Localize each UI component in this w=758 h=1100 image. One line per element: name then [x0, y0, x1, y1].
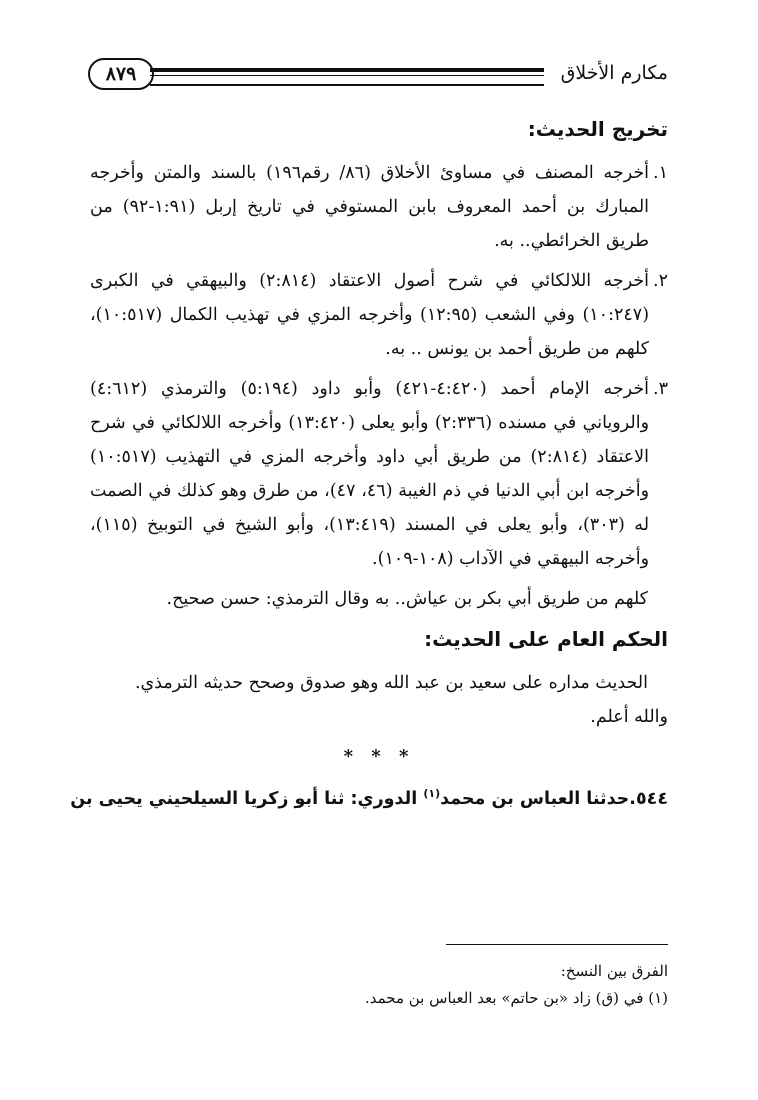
takhrij-item-2 [90, 264, 668, 366]
footnotes [90, 958, 668, 1012]
page-number: ٨٧٩ [88, 58, 154, 90]
footnote-1: (١) في (ق) زاد «بن حاتم» بعد العباس بن محمد. [364, 989, 668, 1007]
takhrij-heading: تخريج الحديث: [527, 117, 668, 141]
page-header [88, 58, 668, 98]
item-text: أخرجه اللالكائي في شرح أصول الاعتقاد (٢:٨١٤) والبيهقي في الكبرى (١٠:٢٤٧) وفي الشعب (١٢:٩٥) وأخرجه المزي في تهذيب الكمال (١٠:٥١٧)، كلهم من طريق أحمد بن يونس .. به. [90, 271, 650, 359]
item-number: ٣. [653, 379, 668, 399]
item-text: أخرجه المصنف في مساوئ الأخلاق (٨٦/ رقم١٩٦) بالسند والمتن وأخرجه المبارك بن أحمد المعروف بابن المستوفي في تاريخ إربل (١:٩١-٩٢) من طريق الخرائطي.. به. [90, 163, 650, 251]
hadith-number: ٥٤٤. [629, 788, 668, 809]
item-text: أخرجه الإمام أحمد (٤:٤٢٠-٤٢١) وأبو داود (٥:١٩٤) والترمذي (٤:٦١٢) والروياني في مسنده (٢:٣٣٦) وأبو يعلى (١٣:٤٢٠) وأخرجه اللالكائي في شرح الاعتقاد (٢:٨١٤) من طريق أبي داود وأخرجه المزي في التهذيب (١٠:٥١٧) وأخرجه ابن أبي الدنيا في ذم الغيبة (٤٦، ٤٧)، من طرق وهو كذلك في الصمت له (٣٠٣)، وأبو يعلى في المسند (١٣:٤١٩)، وأبو الشيخ في التوبيخ (١١٥)، وأخرجه البيهقي في الآداب (١٠٨-١٠٩). [90, 379, 650, 569]
hukm-closing: والله أعلم. [590, 707, 668, 727]
hukm-heading: الحكم العام على الحديث: [424, 627, 668, 651]
item-number: ٢. [653, 271, 668, 291]
item-number: ١. [653, 163, 668, 183]
takhrij-item-1 [90, 156, 668, 258]
footnote-rule [446, 944, 668, 945]
footnotes-title: الفرق بين النسخ: [560, 962, 668, 980]
takhrij-closing: كلهم من طريق أبي بكر بن عياش.. به وقال الترمذي: حسن صحيح. [166, 589, 648, 609]
takhrij-item-3 [90, 372, 668, 576]
next-hadith-line [70, 777, 668, 816]
hadith-text-after: الدوري: ثنا أبو زكريا السيلحيني يحيى بن [70, 788, 424, 809]
hukm-text: الحديث مداره على سعيد بن عبد الله وهو صدوق وصحح حديثه الترمذي. [134, 673, 648, 693]
running-title: مكارم الأخلاق [560, 62, 668, 84]
hadith-text-before: حدثنا العباس بن محمد [440, 788, 630, 809]
header-rule [150, 68, 544, 86]
main-content [70, 112, 668, 816]
footnote-ref: (١) [423, 787, 441, 800]
separator-stars: * * * [343, 746, 415, 767]
